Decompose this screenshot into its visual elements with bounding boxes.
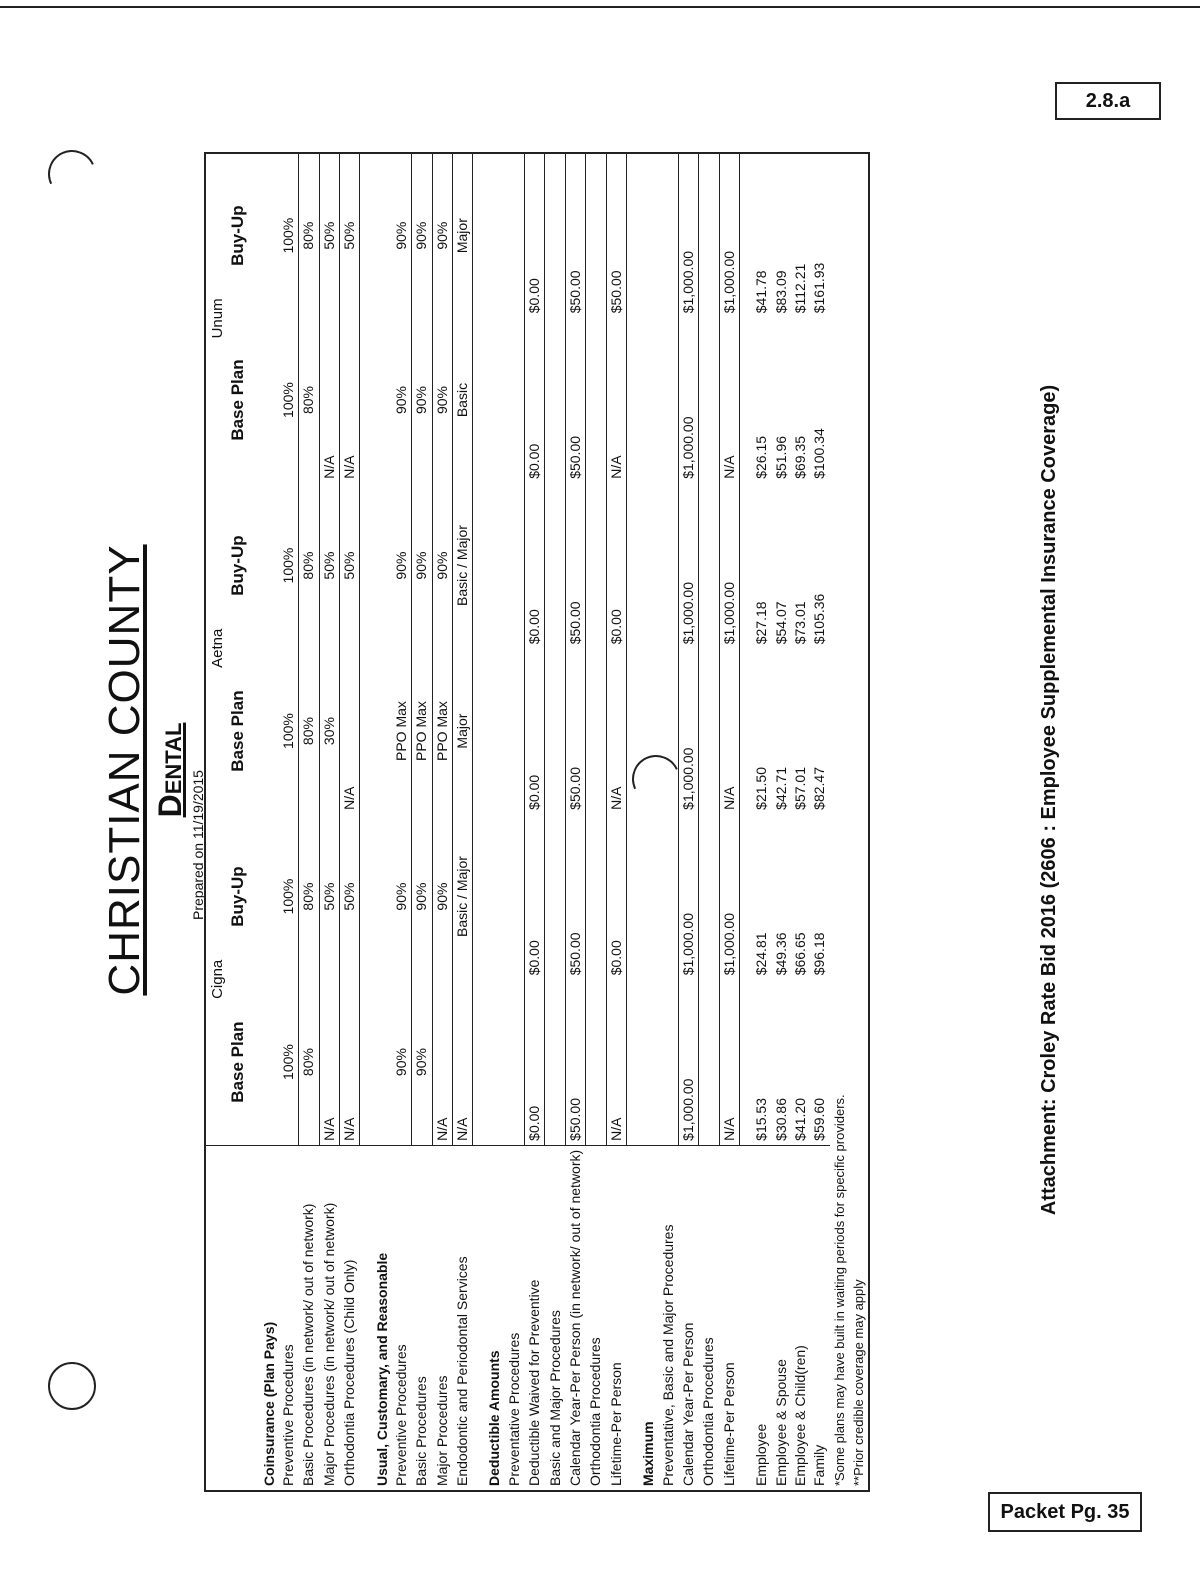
value-cell <box>545 153 565 317</box>
blank-cell <box>259 483 278 648</box>
value-cell: $1,000.00 <box>678 814 698 979</box>
value-cell <box>586 814 606 979</box>
spacer-label <box>247 1145 259 1491</box>
rate-cell: $57.01 <box>791 766 808 810</box>
spacer-row <box>360 153 373 1491</box>
value-cell: N/A <box>339 979 359 1145</box>
blank-cell <box>372 814 391 979</box>
spacer-cell <box>739 483 752 648</box>
blank-cell <box>259 814 278 979</box>
value-cell <box>586 317 606 483</box>
table-row <box>505 153 525 1491</box>
footnote: *Some plans may have built in waiting periods for specific providers. <box>831 1094 847 1486</box>
carrier-aetna: Aetna <box>208 628 226 668</box>
rate-cell: $24.81 <box>753 932 770 976</box>
spacer-cell <box>360 483 373 648</box>
spacer-cell <box>739 814 752 979</box>
spacer-cell <box>627 317 640 483</box>
spacer-label <box>627 1145 640 1491</box>
value-cell: N/A <box>606 317 626 483</box>
section-heading-row <box>259 153 278 1491</box>
value-cell: $1,000.00 <box>678 648 698 814</box>
table-row <box>432 153 452 1491</box>
value-cell <box>505 979 525 1145</box>
rate-cell: $30.86 <box>772 1098 789 1141</box>
value-cell: 80% <box>299 814 319 979</box>
spacer-cell <box>473 979 486 1145</box>
spacer-cell <box>473 153 486 317</box>
value-cell: $0.00 <box>606 814 626 979</box>
value-cell: $50.00 <box>565 979 585 1145</box>
value-cell: 90% <box>392 979 412 1145</box>
value-cell <box>658 979 678 1145</box>
plan-cigna-base: Base Plan <box>228 1021 248 1103</box>
rate-cell: $105.36 <box>811 593 828 645</box>
spacer-cell <box>247 979 259 1145</box>
table-row <box>586 153 606 1491</box>
value-cell: $50.00 <box>606 153 626 317</box>
value-cell: N/A <box>719 979 739 1145</box>
value-cell: $0.00 <box>525 979 545 1145</box>
value-cell <box>699 317 719 483</box>
row-label: Orthodontia Procedures <box>699 1145 719 1491</box>
row-label: Endodontic and Periodontal Services <box>452 1145 472 1491</box>
rate-cell: $83.09 <box>772 270 789 314</box>
table-row <box>452 153 472 1491</box>
table-row <box>565 153 585 1491</box>
value-cell: 50% <box>339 153 359 317</box>
plan-cigna-buyup: Buy-Up <box>228 866 248 927</box>
value-cell: 80% <box>299 648 319 814</box>
value-cell: $0.00 <box>606 483 626 648</box>
footnote-row <box>830 153 849 1491</box>
rate-cell: $27.18 <box>753 601 770 645</box>
plan-header-row <box>228 153 247 1491</box>
rate-cell: $96.18 <box>811 932 828 976</box>
value-cell: 90% <box>392 153 412 317</box>
value-cell: 50% <box>339 483 359 648</box>
section-heading: Maximum <box>639 1145 658 1491</box>
value-cell: PPO Max <box>432 648 452 814</box>
value-cell: 30% <box>319 648 339 814</box>
spacer-cell <box>360 317 373 483</box>
value-cell: $1,000.00 <box>678 979 698 1145</box>
section-heading: Deductible Amounts <box>485 1145 504 1491</box>
spacer-cell <box>627 648 640 814</box>
spacer-cell <box>360 979 373 1145</box>
blank-cell <box>372 979 391 1145</box>
value-cell <box>505 814 525 979</box>
blank-cell <box>639 648 658 814</box>
table-row <box>412 153 432 1491</box>
value-cell <box>545 814 565 979</box>
rate-row <box>791 153 810 1491</box>
carrier-header-row <box>205 153 228 1491</box>
spacer-cell <box>247 317 259 483</box>
rate-label: Employee & Child(ren) <box>791 1145 810 1491</box>
row-label: Lifetime-Per Person <box>606 1145 626 1491</box>
value-cell <box>545 317 565 483</box>
blank-cell <box>485 814 504 979</box>
header-blank <box>205 1145 228 1491</box>
row-label: Preventative Procedures <box>505 1145 525 1491</box>
rate-label: Employee <box>752 1145 771 1491</box>
spacer-cell <box>739 648 752 814</box>
value-cell: PPO Max <box>412 648 432 814</box>
rate-cell: $41.20 <box>791 1098 808 1141</box>
value-cell <box>699 648 719 814</box>
value-cell: Basic / Major <box>452 483 472 648</box>
value-cell: 100% <box>279 648 299 814</box>
spacer-cell <box>360 153 373 317</box>
plan-aetna-base: Base Plan <box>228 690 248 772</box>
rate-cell: $59.60 <box>811 1098 828 1141</box>
value-cell: PPO Max <box>392 648 412 814</box>
value-cell: 100% <box>279 153 299 317</box>
blank-cell <box>639 153 658 317</box>
value-cell: 100% <box>279 979 299 1145</box>
table-row <box>299 153 319 1491</box>
table-row <box>392 153 412 1491</box>
rate-cell: $54.07 <box>772 601 789 645</box>
value-cell: 90% <box>412 153 432 317</box>
value-cell <box>658 483 678 648</box>
value-cell: 90% <box>432 153 452 317</box>
agenda-item-badge: 2.8.a <box>1055 82 1161 120</box>
plan-unum-base: Base Plan <box>228 359 248 441</box>
blank-cell <box>485 153 504 317</box>
value-cell: Major <box>452 153 472 317</box>
value-cell: 90% <box>412 814 432 979</box>
spacer-cell <box>247 483 259 648</box>
rate-cell: $82.47 <box>811 766 828 810</box>
value-cell <box>586 648 606 814</box>
spacer-cell <box>473 814 486 979</box>
value-cell: 90% <box>392 814 412 979</box>
section-heading: Usual, Customary, and Reasonable <box>372 1145 391 1491</box>
rate-cell: $66.65 <box>791 932 808 976</box>
blank-cell <box>372 648 391 814</box>
value-cell: 90% <box>432 814 452 979</box>
blank-cell <box>259 979 278 1145</box>
value-cell: $1,000.00 <box>719 153 739 317</box>
value-cell: Major <box>452 648 472 814</box>
value-cell <box>545 483 565 648</box>
row-label: Basic Procedures <box>412 1145 432 1491</box>
plan-unum-buyup: Buy-Up <box>228 205 248 266</box>
benefits-table <box>204 152 870 1492</box>
value-cell: 80% <box>299 979 319 1145</box>
blank-cell <box>639 814 658 979</box>
value-cell <box>658 814 678 979</box>
row-label: Deductible Waived for Preventive <box>525 1145 545 1491</box>
rate-cell: $112.21 <box>791 263 808 314</box>
spacer-cell <box>627 483 640 648</box>
blank-cell <box>485 648 504 814</box>
blank-cell <box>485 979 504 1145</box>
top-edge-rule <box>0 6 1200 8</box>
section-heading-row <box>485 153 504 1491</box>
punch-hole-bottom <box>48 1362 96 1410</box>
value-cell <box>586 483 606 648</box>
value-cell <box>505 648 525 814</box>
value-cell <box>545 979 565 1145</box>
row-label: Preventative, Basic and Major Procedures <box>658 1145 678 1491</box>
value-cell: $50.00 <box>565 317 585 483</box>
value-cell <box>586 153 606 317</box>
row-label: Basic and Major Procedures <box>545 1145 565 1491</box>
blank-cell <box>639 979 658 1145</box>
packet-page-badge: Packet Pg. 35 <box>988 1492 1142 1532</box>
value-cell <box>658 317 678 483</box>
document-title: CHRISTIAN COUNTY <box>100 544 149 996</box>
rate-cell: $100.34 <box>811 428 828 479</box>
value-cell: 90% <box>432 317 452 483</box>
blank-cell <box>485 317 504 483</box>
value-cell: $50.00 <box>565 483 585 648</box>
rate-label: Employee & Spouse <box>771 1145 790 1491</box>
value-cell <box>505 483 525 648</box>
table-row <box>719 153 739 1491</box>
spacer-cell <box>473 483 486 648</box>
table-row <box>279 153 299 1491</box>
value-cell: $1,000.00 <box>678 317 698 483</box>
spacer-cell <box>627 979 640 1145</box>
table-row <box>699 153 719 1491</box>
table-row <box>525 153 545 1491</box>
spacer-cell <box>473 317 486 483</box>
spacer-cell <box>739 317 752 483</box>
value-cell: $50.00 <box>565 648 585 814</box>
rate-cell: $51.96 <box>772 435 789 479</box>
spacer-row <box>739 153 752 1491</box>
spacer-cell <box>247 153 259 317</box>
value-cell: N/A <box>719 648 739 814</box>
value-cell: N/A <box>432 979 452 1145</box>
header-blank <box>228 1145 247 1491</box>
table-row <box>606 153 626 1491</box>
value-cell: $0.00 <box>525 153 545 317</box>
spacer-row <box>627 153 640 1491</box>
value-cell: 90% <box>412 317 432 483</box>
row-label: Calendar Year-Per Person (in network/ out of network) <box>565 1145 585 1491</box>
blank-cell <box>485 483 504 648</box>
carrier-unum: Unum <box>208 298 226 339</box>
rate-cell: $21.50 <box>753 766 770 810</box>
rate-cell: $41.78 <box>753 270 770 314</box>
rate-row <box>752 153 771 1491</box>
rate-cell: $49.36 <box>772 932 789 976</box>
value-cell: 80% <box>299 317 319 483</box>
value-cell: Basic / Major <box>452 814 472 979</box>
value-cell: 80% <box>299 483 319 648</box>
value-cell: N/A <box>719 317 739 483</box>
table-row <box>658 153 678 1491</box>
spacer-row <box>473 153 486 1491</box>
spacer-cell <box>360 648 373 814</box>
value-cell <box>699 483 719 648</box>
value-cell <box>505 153 525 317</box>
footnote: **Prior credible coverage may apply <box>851 1279 867 1486</box>
section-heading: Coinsurance (Plan Pays) <box>259 1145 278 1491</box>
value-cell: $1,000.00 <box>719 814 739 979</box>
value-cell: $0.00 <box>525 317 545 483</box>
spacer-cell <box>247 814 259 979</box>
value-cell: 90% <box>432 483 452 648</box>
rate-label: Family <box>810 1145 829 1491</box>
blank-cell <box>259 317 278 483</box>
value-cell: N/A <box>339 317 359 483</box>
value-cell <box>699 979 719 1145</box>
value-cell: 50% <box>319 483 339 648</box>
row-label: Major Procedures (in network/ out of network) <box>319 1145 339 1491</box>
spacer-label <box>473 1145 486 1491</box>
value-cell: 50% <box>319 814 339 979</box>
value-cell <box>586 979 606 1145</box>
row-label: Basic Procedures (in network/ out of network) <box>299 1145 319 1491</box>
rate-cell: $15.53 <box>753 1098 770 1141</box>
value-cell <box>658 153 678 317</box>
value-cell: $1,000.00 <box>678 483 698 648</box>
value-cell <box>505 317 525 483</box>
spacer-cell <box>739 153 752 317</box>
attachment-caption: Attachment: Croley Rate Bid 2016 (2606 : Employee Supplemental Insurance Coverage) <box>1038 384 1060 1216</box>
spacer-label <box>739 1145 752 1491</box>
rate-row <box>771 153 790 1491</box>
rate-cell: $161.93 <box>811 262 828 314</box>
table-row <box>678 153 698 1491</box>
row-label: Major Procedures <box>432 1145 452 1491</box>
rotated-document <box>100 140 1100 1520</box>
rate-cell: $69.35 <box>791 435 808 479</box>
blank-cell <box>372 483 391 648</box>
rate-cell: $42.71 <box>772 766 789 810</box>
blank-cell <box>372 317 391 483</box>
value-cell: $50.00 <box>565 153 585 317</box>
value-cell: 100% <box>279 483 299 648</box>
plan-aetna-buyup: Buy-Up <box>228 535 248 596</box>
rate-cell: $73.01 <box>791 601 808 645</box>
spacer-cell <box>473 648 486 814</box>
blank-cell <box>372 153 391 317</box>
blank-cell <box>639 483 658 648</box>
spacer-cell <box>627 814 640 979</box>
value-cell <box>699 814 719 979</box>
value-cell: 50% <box>319 153 339 317</box>
row-label: Orthodontia Procedures <box>586 1145 606 1491</box>
value-cell: $0.00 <box>525 814 545 979</box>
value-cell: 90% <box>392 317 412 483</box>
section-heading-row <box>639 153 658 1491</box>
spacer-cell <box>360 814 373 979</box>
value-cell: 90% <box>412 979 432 1145</box>
value-cell: Basic <box>452 317 472 483</box>
value-cell: N/A <box>339 648 359 814</box>
blank-cell <box>639 317 658 483</box>
rate-row <box>810 153 829 1491</box>
prepared-date: Prepared on 11/19/2015 <box>190 770 206 920</box>
table-row <box>319 153 339 1491</box>
value-cell: $1,000.00 <box>678 153 698 317</box>
blank-cell <box>259 648 278 814</box>
value-cell: 80% <box>299 153 319 317</box>
footnote-row <box>849 153 869 1491</box>
value-cell: 100% <box>279 814 299 979</box>
spacer-label <box>360 1145 373 1491</box>
punch-hole-top <box>41 143 103 205</box>
carrier-cigna: Cigna <box>208 959 226 999</box>
value-cell: 50% <box>339 814 359 979</box>
rate-cell: $26.15 <box>753 435 770 479</box>
section-heading-row <box>372 153 391 1491</box>
spacer-cell <box>739 979 752 1145</box>
table-row <box>339 153 359 1491</box>
value-cell: $0.00 <box>525 483 545 648</box>
row-label: Preventive Procedures <box>279 1145 299 1491</box>
value-cell <box>545 648 565 814</box>
document-subtitle: Dental <box>152 722 188 818</box>
table-row <box>545 153 565 1491</box>
spacer-row <box>247 153 259 1491</box>
row-label: Lifetime-Per Person <box>719 1145 739 1491</box>
spacer-cell <box>247 648 259 814</box>
blank-cell <box>259 153 278 317</box>
spacer-cell <box>627 153 640 317</box>
value-cell: N/A <box>319 317 339 483</box>
value-cell <box>699 153 719 317</box>
value-cell: 100% <box>279 317 299 483</box>
value-cell: N/A <box>606 648 626 814</box>
value-cell: N/A <box>452 979 472 1145</box>
value-cell: N/A <box>606 979 626 1145</box>
value-cell: $0.00 <box>525 648 545 814</box>
row-label: Orthodontia Procedures (Child Only) <box>339 1145 359 1491</box>
value-cell: $50.00 <box>565 814 585 979</box>
row-label: Calendar Year-Per Person <box>678 1145 698 1491</box>
row-label: Preventive Procedures <box>392 1145 412 1491</box>
value-cell: $1,000.00 <box>719 483 739 648</box>
value-cell <box>658 648 678 814</box>
value-cell: 90% <box>392 483 412 648</box>
value-cell: N/A <box>319 979 339 1145</box>
value-cell: 90% <box>412 483 432 648</box>
